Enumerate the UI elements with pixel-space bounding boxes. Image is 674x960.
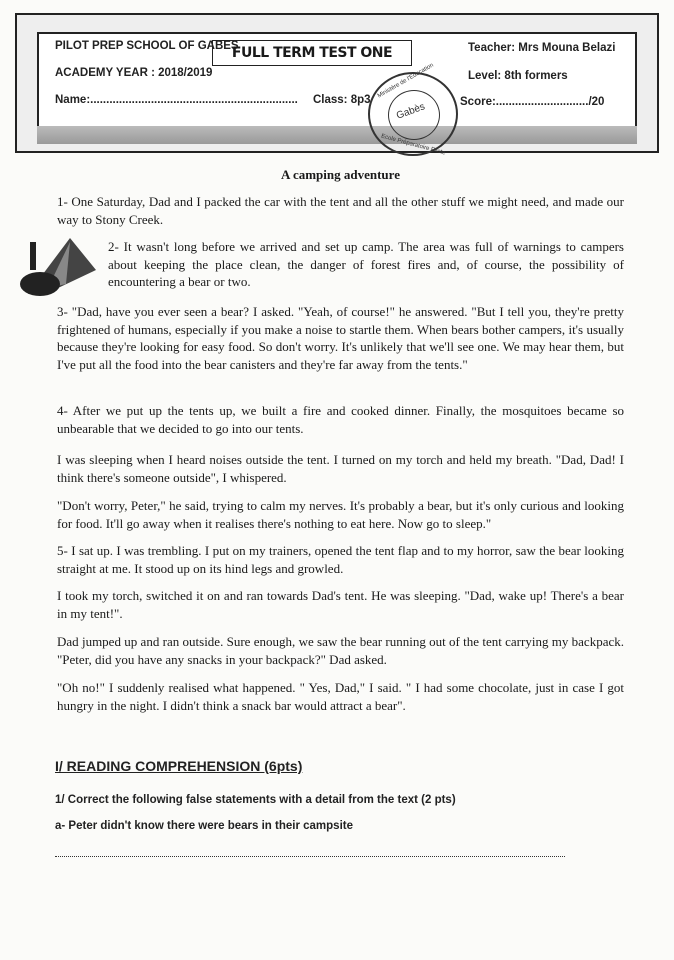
header-bevel <box>37 126 637 144</box>
score-field: Score:............................./20 <box>460 96 605 108</box>
paragraph-5: I was sleeping when I heard noises outside the tent. I turned on my torch and held my breath. "Dad, Dad! I think there's someone outside", I whispered. <box>57 452 624 485</box>
test-title: FULL TERM TEST ONE <box>212 40 412 66</box>
school-stamp <box>368 62 458 157</box>
answer-line[interactable] <box>55 856 565 857</box>
school-name: PILOT PREP SCHOOL OF GABES <box>55 40 239 52</box>
passage-title: A camping adventure <box>281 167 400 182</box>
section-heading: I/ READING COMPREHENSION (6pts) <box>55 758 303 774</box>
level-label: Level: 8th formers <box>468 70 568 82</box>
paragraph-9: Dad jumped up and ran outside. Sure enough, we saw the bear running out of the tent carrying my backpack. "Peter, did you have any snacks in your backpack?" Dad asked. <box>57 634 624 667</box>
question-1-item-a: a- Peter didn't know there were bears in their campsite <box>55 820 353 832</box>
paragraph-2: 2- It wasn't long before we arrived and set up camp. The area was full of warnings to campers about keeping the place clean, the danger of forest fires and, of course, the possibility of encountering a bear or two. <box>108 239 624 289</box>
paragraph-8: I took my torch, switched it on and ran towards Dad's tent. He was sleeping. "Dad, wake up! There's a bear in my tent!". <box>57 588 624 621</box>
teacher-name: Teacher: Mrs Mouna Belazi <box>468 42 616 54</box>
paragraph-10: "Oh no!" I suddenly realised what happened. " Yes, Dad," I said. " I had some chocolate, just in case I got hungry in the night. I didn't think a snack bar would attract a bear". <box>57 680 624 713</box>
stamp-center-text: Gabès <box>395 101 427 122</box>
stamp-ring-top: Ministère de l'Education <box>376 62 435 100</box>
paragraph-7: 5- I sat up. I was trembling. I put on my trainers, opened the tent flap and to my horror, saw the bear looking straight at me. It stood up on its hind legs and growled. <box>57 543 624 576</box>
paragraph-3: 3- "Dad, have you ever seen a bear? I asked. "Yeah, of course!" he answered. "But I tell you, they're pretty frightened of humans, especially if you make a noise to startle them. When bears bother campers, it's usually because they're looking for easy food. So don't worry. It's unlikely that we'll see one. We may hear them, but I've put all the food into the bear canisters and they're far away from the tents." <box>57 304 624 372</box>
paragraph-6: "Don't worry, Peter," he said, trying to calm my nerves. It's probably a bear, but it's only curious and looking for food. It'll go away when it realises there's nothing to eat here. Now go to sleep." <box>57 498 624 531</box>
class-label: Class: 8p3 <box>313 94 371 106</box>
question-1: 1/ Correct the following false statements with a detail from the text (2 pts) <box>55 794 456 806</box>
stamp-ring-bottom: Ecole Préparatoire Pilote <box>380 133 447 157</box>
paragraph-1: 1- One Saturday, Dad and I packed the car with the tent and all the other stuff we might need, and made our way to Stony Creek. <box>57 194 624 227</box>
name-field: Name:................................................................. <box>55 94 298 106</box>
tent-illustration <box>18 236 100 298</box>
academic-year: ACADEMY YEAR : 2018/2019 <box>55 67 213 79</box>
paragraph-4: 4- After we put up the tents up, we built a fire and cooked dinner. Finally, the mosquitoes became so unbearable that we decided to go into our tents. <box>57 403 624 436</box>
